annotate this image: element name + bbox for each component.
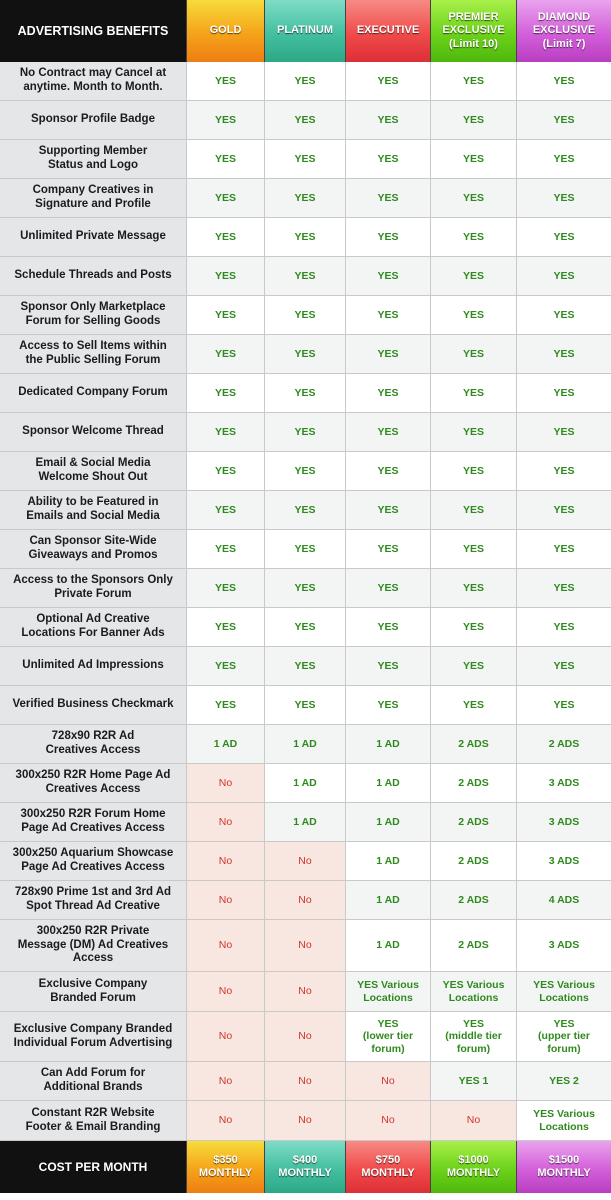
- value-cell-platinum: No: [265, 972, 346, 1012]
- value-cell-platinum: YES: [265, 413, 346, 452]
- value-cell-gold: No: [187, 842, 265, 881]
- table-row: [0, 881, 611, 920]
- value-cell-gold: YES: [187, 530, 265, 569]
- feature-label: Unlimited Private Message: [0, 218, 187, 257]
- feature-label: Can Add Forum for Additional Brands: [0, 1062, 187, 1101]
- value-cell-executive: No: [346, 1101, 431, 1141]
- value-cell-gold: No: [187, 1101, 265, 1141]
- value-cell-platinum: YES: [265, 491, 346, 530]
- value-cell-premier-exclusive: YES: [431, 257, 517, 296]
- value-cell-gold: YES: [187, 179, 265, 218]
- value-cell-premier-exclusive: YES: [431, 647, 517, 686]
- tier-header-platinum: PLATINUM: [265, 0, 346, 62]
- feature-label: Access to the Sponsors Only Private Forum: [0, 569, 187, 608]
- value-cell-diamond-exclusive: 3 ADS: [517, 842, 611, 881]
- value-cell-platinum: No: [265, 842, 346, 881]
- value-cell-executive: YES: [346, 374, 431, 413]
- value-cell-diamond-exclusive: YES: [517, 335, 611, 374]
- value-cell-platinum: YES: [265, 647, 346, 686]
- value-cell-platinum: YES: [265, 569, 346, 608]
- value-cell-premier-exclusive: YES: [431, 296, 517, 335]
- price-gold: $350 MONTHLY: [187, 1141, 265, 1193]
- value-cell-executive: YES: [346, 530, 431, 569]
- footer-row: [0, 1141, 611, 1193]
- table-row: [0, 62, 611, 101]
- value-cell-platinum: YES: [265, 257, 346, 296]
- value-cell-premier-exclusive: YES: [431, 101, 517, 140]
- value-cell-executive: 1 AD: [346, 764, 431, 803]
- value-cell-platinum: No: [265, 1101, 346, 1141]
- value-cell-diamond-exclusive: YES: [517, 296, 611, 335]
- value-cell-diamond-exclusive: YES: [517, 140, 611, 179]
- value-cell-gold: YES: [187, 218, 265, 257]
- value-cell-executive: 1 AD: [346, 725, 431, 764]
- value-cell-diamond-exclusive: YES: [517, 413, 611, 452]
- feature-label: 300x250 R2R Home Page Ad Creatives Access: [0, 764, 187, 803]
- table-row: [0, 413, 611, 452]
- value-cell-gold: YES: [187, 569, 265, 608]
- value-cell-platinum: YES: [265, 218, 346, 257]
- tier-header-gold: GOLD: [187, 0, 265, 62]
- value-cell-premier-exclusive: No: [431, 1101, 517, 1141]
- value-cell-premier-exclusive: 2 ADS: [431, 725, 517, 764]
- table-row: [0, 725, 611, 764]
- table-row: [0, 842, 611, 881]
- value-cell-diamond-exclusive: YES: [517, 569, 611, 608]
- value-cell-executive: YES: [346, 257, 431, 296]
- table-row: [0, 569, 611, 608]
- value-cell-platinum: YES: [265, 179, 346, 218]
- value-cell-premier-exclusive: YES (middle tier forum): [431, 1012, 517, 1062]
- value-cell-premier-exclusive: YES: [431, 491, 517, 530]
- table-row: [0, 972, 611, 1012]
- feature-label: Exclusive Company Branded Forum: [0, 972, 187, 1012]
- value-cell-gold: YES: [187, 608, 265, 647]
- value-cell-gold: YES: [187, 101, 265, 140]
- feature-label: 728x90 R2R Ad Creatives Access: [0, 725, 187, 764]
- table-row: [0, 920, 611, 972]
- table-row: [0, 803, 611, 842]
- value-cell-premier-exclusive: YES: [431, 569, 517, 608]
- value-cell-executive: YES: [346, 62, 431, 101]
- value-cell-premier-exclusive: YES: [431, 140, 517, 179]
- feature-label: 300x250 R2R Private Message (DM) Ad Creatives Access: [0, 920, 187, 972]
- value-cell-gold: YES: [187, 686, 265, 725]
- value-cell-platinum: YES: [265, 452, 346, 491]
- value-cell-premier-exclusive: YES: [431, 608, 517, 647]
- value-cell-gold: No: [187, 803, 265, 842]
- value-cell-premier-exclusive: 2 ADS: [431, 803, 517, 842]
- value-cell-executive: YES: [346, 218, 431, 257]
- value-cell-executive: YES: [346, 140, 431, 179]
- value-cell-executive: YES: [346, 647, 431, 686]
- price-diamond-exclusive: $1500 MONTHLY: [517, 1141, 611, 1193]
- value-cell-platinum: 1 AD: [265, 725, 346, 764]
- feature-label: Constant R2R Website Footer & Email Branding: [0, 1101, 187, 1141]
- value-cell-platinum: YES: [265, 101, 346, 140]
- value-cell-platinum: 1 AD: [265, 803, 346, 842]
- value-cell-gold: No: [187, 1012, 265, 1062]
- value-cell-gold: No: [187, 920, 265, 972]
- value-cell-premier-exclusive: YES: [431, 335, 517, 374]
- value-cell-executive: YES (lower tier forum): [346, 1012, 431, 1062]
- table-row: [0, 1062, 611, 1101]
- table-row: [0, 257, 611, 296]
- table-row: [0, 179, 611, 218]
- value-cell-premier-exclusive: YES Various Locations: [431, 972, 517, 1012]
- value-cell-executive: YES: [346, 452, 431, 491]
- value-cell-premier-exclusive: YES: [431, 452, 517, 491]
- value-cell-diamond-exclusive: YES: [517, 608, 611, 647]
- price-premier-exclusive: $1000 MONTHLY: [431, 1141, 517, 1193]
- value-cell-gold: YES: [187, 647, 265, 686]
- table-row: [0, 335, 611, 374]
- value-cell-platinum: No: [265, 920, 346, 972]
- feature-label: Dedicated Company Forum: [0, 374, 187, 413]
- value-cell-premier-exclusive: 2 ADS: [431, 920, 517, 972]
- feature-label: Schedule Threads and Posts: [0, 257, 187, 296]
- value-cell-executive: No: [346, 1062, 431, 1101]
- feature-label: No Contract may Cancel at anytime. Month to Month.: [0, 62, 187, 101]
- value-cell-premier-exclusive: 2 ADS: [431, 764, 517, 803]
- table-row: [0, 530, 611, 569]
- value-cell-premier-exclusive: YES 1: [431, 1062, 517, 1101]
- value-cell-platinum: No: [265, 1062, 346, 1101]
- table-row: [0, 452, 611, 491]
- price-platinum: $400 MONTHLY: [265, 1141, 346, 1193]
- value-cell-premier-exclusive: YES: [431, 62, 517, 101]
- table-row: [0, 218, 611, 257]
- table-row: [0, 296, 611, 335]
- feature-label: Can Sponsor Site-Wide Giveaways and Promos: [0, 530, 187, 569]
- value-cell-diamond-exclusive: 4 ADS: [517, 881, 611, 920]
- price-executive: $750 MONTHLY: [346, 1141, 431, 1193]
- value-cell-platinum: YES: [265, 374, 346, 413]
- value-cell-executive: YES Various Locations: [346, 972, 431, 1012]
- value-cell-gold: YES: [187, 257, 265, 296]
- value-cell-diamond-exclusive: YES: [517, 491, 611, 530]
- value-cell-gold: YES: [187, 335, 265, 374]
- table-body: [0, 62, 611, 1141]
- value-cell-executive: YES: [346, 296, 431, 335]
- value-cell-platinum: YES: [265, 296, 346, 335]
- value-cell-diamond-exclusive: YES: [517, 374, 611, 413]
- value-cell-platinum: YES: [265, 608, 346, 647]
- value-cell-platinum: YES: [265, 140, 346, 179]
- table-row: [0, 140, 611, 179]
- value-cell-premier-exclusive: YES: [431, 413, 517, 452]
- value-cell-executive: YES: [346, 335, 431, 374]
- value-cell-premier-exclusive: YES: [431, 218, 517, 257]
- feature-label: 300x250 Aquarium Showcase Page Ad Creatives Access: [0, 842, 187, 881]
- value-cell-gold: No: [187, 881, 265, 920]
- value-cell-premier-exclusive: 2 ADS: [431, 842, 517, 881]
- value-cell-platinum: YES: [265, 62, 346, 101]
- feature-column-header: ADVERTISING BENEFITS: [0, 0, 187, 62]
- value-cell-diamond-exclusive: YES: [517, 257, 611, 296]
- value-cell-gold: YES: [187, 452, 265, 491]
- value-cell-diamond-exclusive: YES (upper tier forum): [517, 1012, 611, 1062]
- feature-label: Exclusive Company Branded Individual Forum Advertising: [0, 1012, 187, 1062]
- value-cell-premier-exclusive: YES: [431, 530, 517, 569]
- value-cell-executive: YES: [346, 569, 431, 608]
- value-cell-platinum: 1 AD: [265, 764, 346, 803]
- feature-label: Optional Ad Creative Locations For Banner Ads: [0, 608, 187, 647]
- feature-label: Sponsor Profile Badge: [0, 101, 187, 140]
- table-row: [0, 491, 611, 530]
- feature-label: Company Creatives in Signature and Profile: [0, 179, 187, 218]
- value-cell-gold: YES: [187, 140, 265, 179]
- value-cell-gold: YES: [187, 491, 265, 530]
- value-cell-diamond-exclusive: YES: [517, 218, 611, 257]
- value-cell-diamond-exclusive: YES: [517, 530, 611, 569]
- value-cell-platinum: YES: [265, 530, 346, 569]
- value-cell-diamond-exclusive: YES: [517, 647, 611, 686]
- value-cell-executive: YES: [346, 179, 431, 218]
- value-cell-premier-exclusive: 2 ADS: [431, 881, 517, 920]
- value-cell-executive: 1 AD: [346, 803, 431, 842]
- value-cell-executive: YES: [346, 491, 431, 530]
- feature-label: Access to Sell Items within the Public Selling Forum: [0, 335, 187, 374]
- table-row: [0, 686, 611, 725]
- value-cell-gold: No: [187, 972, 265, 1012]
- value-cell-executive: 1 AD: [346, 842, 431, 881]
- value-cell-gold: YES: [187, 413, 265, 452]
- value-cell-diamond-exclusive: YES: [517, 452, 611, 491]
- value-cell-gold: No: [187, 764, 265, 803]
- value-cell-platinum: YES: [265, 686, 346, 725]
- value-cell-executive: YES: [346, 101, 431, 140]
- value-cell-gold: YES: [187, 62, 265, 101]
- table-row: [0, 374, 611, 413]
- value-cell-diamond-exclusive: YES: [517, 62, 611, 101]
- table-row: [0, 101, 611, 140]
- feature-label: Email & Social Media Welcome Shout Out: [0, 452, 187, 491]
- value-cell-executive: YES: [346, 686, 431, 725]
- feature-label: Verified Business Checkmark: [0, 686, 187, 725]
- value-cell-gold: 1 AD: [187, 725, 265, 764]
- feature-label: Sponsor Welcome Thread: [0, 413, 187, 452]
- value-cell-diamond-exclusive: YES: [517, 686, 611, 725]
- feature-label: Supporting Member Status and Logo: [0, 140, 187, 179]
- value-cell-premier-exclusive: YES: [431, 686, 517, 725]
- value-cell-executive: YES: [346, 413, 431, 452]
- feature-label: Sponsor Only Marketplace Forum for Selling Goods: [0, 296, 187, 335]
- value-cell-executive: 1 AD: [346, 920, 431, 972]
- feature-label: 300x250 R2R Forum Home Page Ad Creatives Access: [0, 803, 187, 842]
- value-cell-diamond-exclusive: YES Various Locations: [517, 972, 611, 1012]
- value-cell-gold: YES: [187, 374, 265, 413]
- value-cell-premier-exclusive: YES: [431, 374, 517, 413]
- value-cell-diamond-exclusive: YES: [517, 101, 611, 140]
- value-cell-platinum: No: [265, 881, 346, 920]
- table-row: [0, 647, 611, 686]
- value-cell-diamond-exclusive: 2 ADS: [517, 725, 611, 764]
- value-cell-diamond-exclusive: YES 2: [517, 1062, 611, 1101]
- value-cell-gold: No: [187, 1062, 265, 1101]
- table-row: [0, 764, 611, 803]
- cost-per-month-label: COST PER MONTH: [0, 1141, 187, 1193]
- feature-label: Ability to be Featured in Emails and Social Media: [0, 491, 187, 530]
- value-cell-diamond-exclusive: 3 ADS: [517, 803, 611, 842]
- value-cell-executive: 1 AD: [346, 881, 431, 920]
- value-cell-diamond-exclusive: YES: [517, 179, 611, 218]
- tier-header-executive: EXECUTIVE: [346, 0, 431, 62]
- tier-header-premier-exclusive: PREMIER EXCLUSIVE (Limit 10): [431, 0, 517, 62]
- tier-header-diamond-exclusive: DIAMOND EXCLUSIVE (Limit 7): [517, 0, 611, 62]
- feature-label: Unlimited Ad Impressions: [0, 647, 187, 686]
- value-cell-premier-exclusive: YES: [431, 179, 517, 218]
- header-row: [0, 0, 611, 62]
- value-cell-platinum: No: [265, 1012, 346, 1062]
- value-cell-diamond-exclusive: 3 ADS: [517, 920, 611, 972]
- value-cell-diamond-exclusive: 3 ADS: [517, 764, 611, 803]
- feature-label: 728x90 Prime 1st and 3rd Ad Spot Thread Ad Creative: [0, 881, 187, 920]
- value-cell-gold: YES: [187, 296, 265, 335]
- value-cell-platinum: YES: [265, 335, 346, 374]
- value-cell-executive: YES: [346, 608, 431, 647]
- value-cell-diamond-exclusive: YES Various Locations: [517, 1101, 611, 1141]
- table-row: [0, 608, 611, 647]
- table-row: [0, 1101, 611, 1141]
- table-row: [0, 1012, 611, 1062]
